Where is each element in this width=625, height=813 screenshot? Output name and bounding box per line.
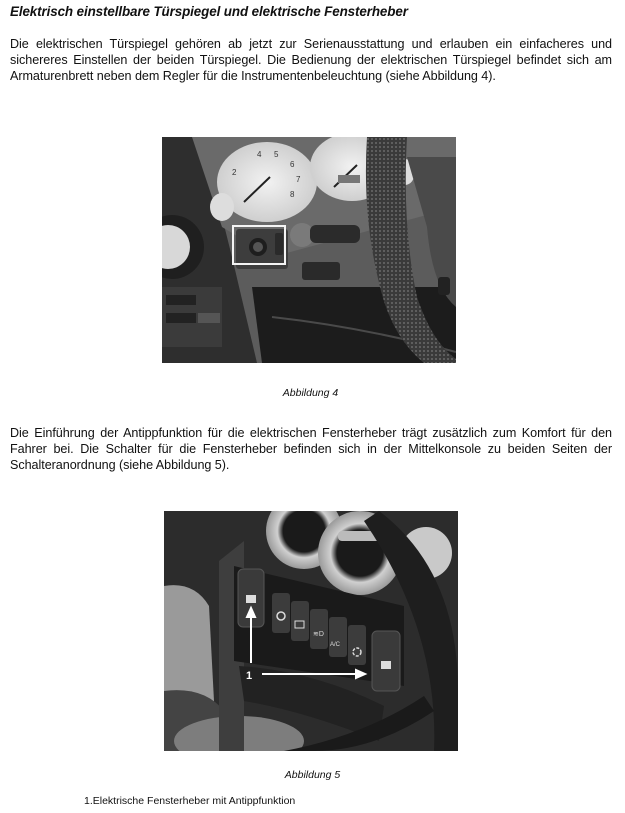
svg-text:6: 6 — [290, 160, 295, 169]
svg-text:7: 7 — [296, 175, 301, 184]
paragraph-mirrors: Die elektrischen Türspiegel gehören ab jetzt zur Serienausstattung und erlauben ein einfacheres und sichereres Einstellen der beiden Türspiegel. Die Bedienung der elektrischen Türspiegel befindet sich am Armaturenbrett neben dem Regler für die Instrumentenbeleuchtung (siehe Abbildung 4). — [10, 37, 612, 83]
svg-text:4: 4 — [257, 150, 262, 159]
ac-switch-label: A/C — [330, 642, 341, 648]
paragraph-windows: Die Einführung der Antippfunktion für die elektrischen Fensterheber trägt zusätzlich zum Komfort für den Fahrer bei. Die Schalter für die Fensterheber befinden sich in der Mittelkonsole zu beiden Seiten der Schalteranordnung (siehe Abbildung 5). — [10, 426, 612, 472]
section-heading: Elektrisch einstellbare Türspiegel und elektrische Fensterheber — [10, 4, 408, 19]
figure-4-dashboard-photo — [162, 137, 456, 363]
figure-4-caption: Abbildung 4 — [282, 387, 339, 399]
svg-text:≋D: ≋D — [313, 631, 324, 638]
callout-label: 1 — [246, 670, 253, 682]
figure-5-console-photo — [164, 511, 458, 751]
svg-text:5: 5 — [274, 150, 279, 159]
figure-5-legend-item: 1.Elektrische Fensterheber mit Antippfunktion — [84, 795, 296, 807]
svg-text:2: 2 — [232, 168, 237, 177]
figure-5-caption: Abbildung 5 — [284, 769, 341, 781]
svg-text:8: 8 — [290, 190, 295, 199]
